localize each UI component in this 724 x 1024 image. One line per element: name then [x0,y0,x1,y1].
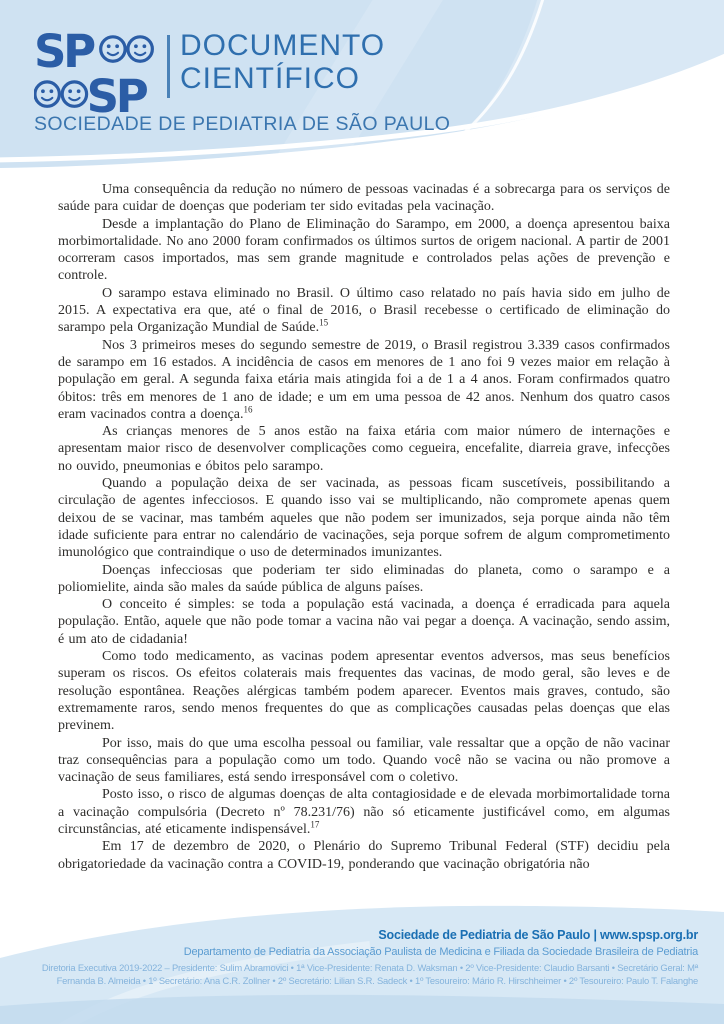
paragraph-text: Desde a implantação do Plano de Eliminação do Sarampo, em 2000, a doença apresentou baixa morbimortalidade. No ano 2000 foram confirmados os últimos surtos de origem nacional. A partir de 2001 ocorreram casos importados, mas sem grande magnitude e controlados pelas ações de prevenção e controle. [58,216,670,284]
footer [22,928,698,987]
paragraph [58,475,670,561]
paragraph [58,562,670,597]
svg-text:S: S [34,29,67,78]
paragraph [58,285,670,337]
header-divider [167,35,170,98]
paragraph-text: Posto isso, o risco de algumas doenças de alta contagiosidade e de elevada morbimortalidade torna a vacinação compulsória (Decreto nº 78.231/76) não só eticamente justificável como, em algumas circunstâncias, até eticamente indispensável. [58,787,670,837]
reference-superscript: 15 [319,317,329,328]
paragraph [58,648,670,734]
spsp-logo-icon [34,29,158,116]
document-type-line2: CIENTÍFICO [180,62,360,95]
spsp-logo [34,29,158,116]
paragraph [58,337,670,423]
paragraph [58,596,670,648]
paragraph-text: O sarampo estava eliminado no Brasil. O último caso relatado no país havia sido em julho de 2015. A expectativa era que, até o final de 2016, o Brasil recebesse o certificado de eliminação do sarampo pela Organização Mundial de Saúde. [58,285,670,336]
paragraph [58,423,670,475]
footer-board-line: Diretoria Executiva 2019-2022 – Presidente: Sulim Abramovici • 1ª Vice-Presidente: Renata D. Waksman • 2º Vice-Presidente: Claudio Barsanti • Secretário Geral: Mª Fernanda B. Almeida • 1º Secretário: Ana C.R. Zollner • 2º Secretário: Lilian S.R. Sadeck • 1º Tesoureiro: Mário R. Hirschheimer • 2º Tesoureiro: Paulo T. Falanghe [41,962,698,986]
paragraph-text: As crianças menores de 5 anos estão na faixa etária com maior número de internações e apresentam maior risco de desenvolver complicações como cegueira, encefalite, diarreia grave, infecções no ouvido, pneumonias e óbitos pelo sarampo. [58,424,670,474]
document-type-line1: DOCUMENTO [180,29,386,62]
paragraph-text: Nos 3 primeiros meses do segundo semestre de 2019, o Brasil registrou 3.339 casos confirmados de sarampo em 16 estados. A incidência de casos em menores de 1 ano foi 9 vezes maior em relação à população em geral. A segunda faixa etária mais atingida foi a de 1 a 4 anos. Foram confirmados quatro óbitos: três em menores de 1 ano de idade; e um em uma pessoa de 42 anos. Nenhum dos quatro casos eram vacinados contra a doença. [58,337,670,422]
paragraph [58,735,670,787]
paragraph-text: Por isso, mais do que uma escolha pessoal ou familiar, vale ressaltar que a opção de não vacinar traz consequências para a população como um todo. Quando você não se vacina ou não promove a vacinação de seus familiares, está sendo irresponsável com o coletivo. [58,735,670,786]
document-type-title [180,29,385,95]
footer-organization-line: Sociedade de Pediatria de São Paulo | www.spsp.org.br [378,928,698,942]
paragraph-text: Como todo medicamento, as vacinas podem apresentar eventos adversos, mas seus benefícios superam os riscos. Os efeitos colaterais mais frequentes das vacinas, de modo geral, são leves e de resolução espontânea. Reações alérgicas também podem aparecer. Eventos mais graves, contudo, são extremamente raros, sendo menos frequentes do que as complicações causadas pelas doenças que elas previnem. [58,649,670,734]
document-body [58,181,670,873]
paragraph-text: Doenças infecciosas que poderiam ter sido eliminadas do planeta, como o sarampo e a poliomielite, ainda são males da saúde pública de alguns países. [58,562,670,595]
paragraph [58,838,670,873]
svg-text:S: S [86,69,120,116]
reference-superscript: 16 [243,404,253,415]
society-name: SOCIEDADE DE PEDIATRIA DE SÃO PAULO [34,113,451,135]
paragraph-text: Quando a população deixa de ser vacinada, as pessoas ficam suscetíveis, possibilitando a circulação de agentes infecciosos. E quando isso vai se multiplicando, não compromete apenas quem deixou de se vacinar, mas também aqueles que não podem ser imunizados, seja porque ainda não têm idade suficiente para entrar no calendário de vacinações, seja porque sofrem de algum comprometimento imunológico que contraindique o uso de determinados imunizantes. [58,476,670,561]
svg-text:P: P [115,69,149,116]
paragraph [58,786,670,838]
svg-text:P: P [63,29,97,78]
paragraph-text: O conceito é simples: se toda a população está vacinada, a doença é erradicada para aquela população. Então, aquele que não pode tomar a vacina não vai pegar a doença. A vacinação, sendo assim, é um ato de cidadania! [58,597,670,647]
paragraph-text: Uma consequência da redução no número de pessoas vacinadas é a sobrecarga para os serviços de saúde para cuidar de doenças que poderiam ter sido evitadas pela vacinação. [58,182,670,215]
paragraph [58,216,670,285]
paragraph-text: Em 17 de dezembro de 2020, o Plenário do Supremo Tribunal Federal (STF) decidiu pela obrigatoriedade da vacinação contra a COVID-19, ponderando que vacinação obrigatória não [58,839,670,872]
footer-department-line: Departamento de Pediatria da Associação Paulista de Medicina e Filiada da Sociedade Brasileira de Pediatria [183,946,698,958]
reference-superscript: 17 [310,819,320,830]
paragraph [58,181,670,216]
